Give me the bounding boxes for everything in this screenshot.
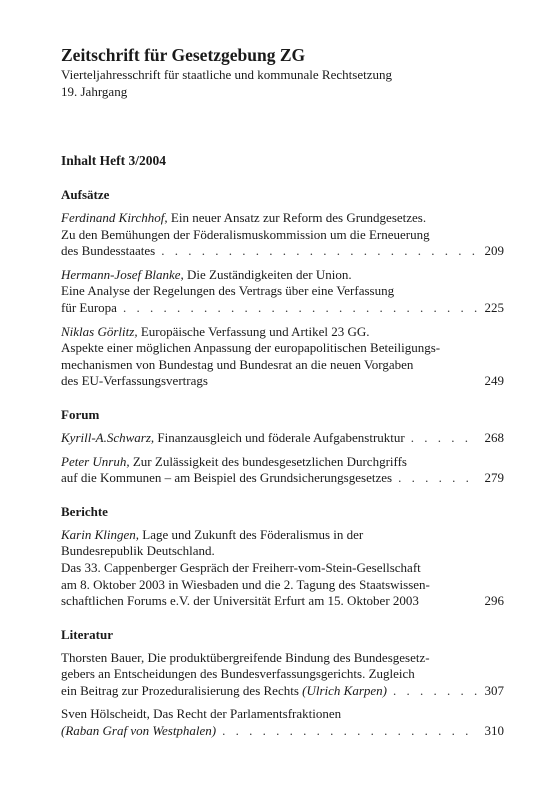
dot-leader [123, 300, 478, 317]
toc-entry [61, 527, 504, 610]
page-number: 310 [484, 723, 504, 739]
entry-title-line: Das 33. Cappenberger Gespräch der Freiherr-vom-Stein-Gesellschaft [61, 559, 421, 575]
journal-volume: 19. Jahrgang [61, 84, 128, 99]
entry-author: Niklas Görlitz, [61, 323, 138, 339]
entry-title-line: des EU-Verfassungsvertrags [61, 373, 208, 389]
entry-title: Europäische Verfassung und Artikel 23 GG. [140, 323, 370, 339]
entry-author: Hermann-Josef Blanke, [61, 266, 184, 282]
section-heading-berichte: Berichte [61, 503, 108, 519]
entry-title: Finanzausgleich und föderale Aufgabenstruktur [157, 429, 405, 445]
entry-author: Peter Unruh, [61, 453, 130, 469]
page-number: 307 [484, 682, 504, 698]
toc-entry [61, 430, 504, 447]
page-number: 296 [484, 593, 504, 609]
contents-title: Inhalt Heft 3/2004 [61, 153, 167, 168]
entry-title-line: mechanismen von Bundestag und Bundesrat an die neuen Vorgaben [61, 356, 414, 372]
entry-title-line: Bundesrepublik Deutschland. [61, 543, 215, 559]
entry-reviewer: (Ulrich Karpen) [302, 682, 388, 698]
entry-title-line: auf die Kommunen – am Beispiel des Grundsicherungsgesetzes [61, 470, 393, 486]
dot-leader [393, 683, 478, 700]
section-heading-forum: Forum [61, 406, 100, 422]
page-number: 279 [484, 470, 504, 486]
entry-title-line: Zu den Bemühungen der Föderalismuskommission um die Erneuerung [61, 226, 430, 242]
entry-title-line: Sven Hölscheidt, Das Recht der Parlamentsfraktionen [61, 706, 342, 722]
dot-leader [161, 243, 478, 260]
toc-entry [61, 650, 504, 700]
dot-leader [398, 470, 478, 487]
entry-title-line: Thorsten Bauer, Die produktübergreifende Bindung des Bundesgesetz- [61, 649, 430, 665]
entry-author: Kyrill-A.Schwarz, [61, 429, 155, 445]
entry-title: Zur Zulässigkeit des bundesgesetzlichen Durchgriffs [132, 453, 407, 469]
entry-title: Ein neuer Ansatz zur Reform des Grundgesetzes. [170, 210, 427, 225]
entry-author: Ferdinand Kirchhof, [61, 210, 168, 225]
entry-author: Karin Klingen, [61, 526, 140, 542]
entry-title-line: ein Beitrag zur Prozeduralisierung des Rechts [61, 682, 299, 698]
entry-title-line: Aspekte einer möglichen Anpassung der europapolitischen Beteiligungs- [61, 340, 441, 356]
entry-title: Die Zuständigkeiten der Union. [187, 266, 352, 282]
journal-subtitle: Vierteljahresschrift für staatliche und kommunale Rechtsetzung [61, 67, 392, 82]
toc-entry [61, 210, 504, 260]
entry-title-line: Eine Analyse der Regelungen des Vertrags über eine Verfassung [61, 283, 395, 299]
section-heading-aufsaetze: Aufsätze [61, 187, 110, 202]
entry-title-line: des Bundesstaates [61, 243, 156, 259]
entry-title-line: für Europa [61, 299, 117, 315]
dot-leader [222, 723, 478, 740]
dot-leader [411, 430, 478, 447]
toc-entry [61, 267, 504, 317]
entry-title-line: gebers an Entscheidungen des Bundesverfassungsgerichts. Zugleich [61, 666, 415, 682]
page-number: 225 [484, 299, 504, 315]
entry-title-line: am 8. Oktober 2003 in Wiesbaden und die 2. Tagung des Staatswissen- [61, 576, 430, 592]
entry-reviewer: (Raban Graf von Westphalen) [61, 723, 217, 739]
page-number: 268 [484, 429, 504, 445]
entry-title: Lage und Zukunft des Föderalismus in der [142, 526, 364, 542]
page-number: 209 [484, 243, 504, 259]
toc-page [61, 44, 504, 747]
toc-entry [61, 324, 504, 390]
journal-title: Zeitschrift für Gesetzgebung ZG [61, 45, 306, 65]
page-number: 249 [484, 373, 504, 389]
toc-entry [61, 706, 504, 739]
entry-title-line: schaftlichen Forums e.V. der Universität Erfurt am 15. Oktober 2003 [61, 593, 419, 609]
section-heading-literatur: Literatur [61, 626, 113, 642]
toc-entry [61, 454, 504, 487]
